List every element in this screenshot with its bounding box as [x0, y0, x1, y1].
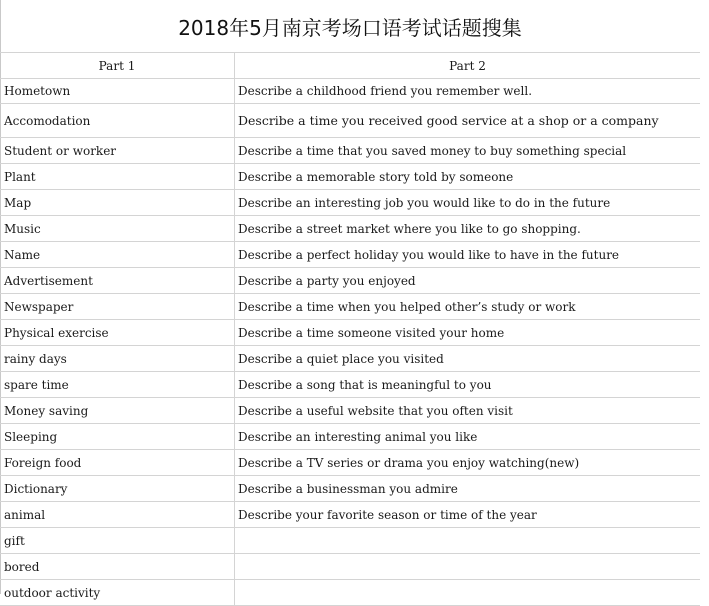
part2-cell[interactable]: Describe a memorable story told by someone: [238, 169, 514, 184]
table-row: [0, 424, 700, 450]
part2-cell[interactable]: Describe a businessman you admire: [238, 481, 458, 496]
table-row: [0, 138, 700, 164]
part1-cell[interactable]: Name: [0, 242, 235, 267]
part1-cell[interactable]: Advertisement: [0, 268, 235, 293]
table-row: [0, 164, 700, 190]
part1-cell[interactable]: animal: [0, 502, 235, 527]
table-row: [0, 268, 700, 294]
part2-cell[interactable]: Describe a TV series or drama you enjoy watching(new): [238, 455, 580, 470]
part1-cell[interactable]: Student or worker: [0, 138, 235, 163]
table-row: [0, 190, 700, 216]
part2-cell[interactable]: Describe a time someone visited your home: [238, 325, 505, 340]
part1-cell[interactable]: Map: [0, 190, 235, 215]
table-row: [0, 242, 700, 268]
table-row: [0, 554, 700, 580]
part2-cell[interactable]: Describe a perfect holiday you would like to have in the future: [238, 247, 620, 262]
table-row: [0, 346, 700, 372]
table-row: [0, 216, 700, 242]
table-row: [0, 104, 700, 138]
part1-cell[interactable]: bored: [0, 554, 235, 579]
part2-cell[interactable]: Describe a street market where you like to go shopping.: [238, 221, 581, 236]
part1-cell[interactable]: Sleeping: [0, 424, 235, 449]
part1-cell[interactable]: Hometown: [0, 79, 235, 103]
part1-cell[interactable]: spare time: [0, 372, 235, 397]
part1-cell[interactable]: Newspaper: [0, 294, 235, 319]
part2-cell[interactable]: Describe a song that is meaningful to you: [238, 377, 492, 392]
part1-cell[interactable]: outdoor activity: [0, 580, 235, 605]
table-row: [0, 528, 700, 554]
table-header-row: [0, 53, 700, 79]
column-header-part1[interactable]: Part 1: [0, 53, 235, 78]
table-row: [0, 398, 700, 424]
table-row: [0, 580, 700, 606]
part1-cell[interactable]: Foreign food: [0, 450, 235, 475]
part2-cell[interactable]: Describe your favorite season or time of the year: [238, 507, 537, 522]
part2-cell[interactable]: Describe a time that you saved money to buy something special: [238, 143, 627, 158]
table-row: [0, 294, 700, 320]
table-row: [0, 476, 700, 502]
part1-cell[interactable]: Money saving: [0, 398, 235, 423]
part2-cell[interactable]: Describe a party you enjoyed: [238, 273, 416, 288]
part2-cell[interactable]: Describe an interesting job you would like to do in the future: [238, 195, 611, 210]
part2-cell[interactable]: Describe a quiet place you visited: [238, 351, 444, 366]
part2-cell[interactable]: [235, 554, 700, 579]
part2-cell[interactable]: [235, 528, 700, 553]
part2-cell[interactable]: Describe a childhood friend you remember well.: [238, 84, 533, 98]
part2-cell[interactable]: [235, 580, 700, 605]
part1-cell[interactable]: Accomodation: [0, 104, 235, 137]
table-row: [0, 372, 700, 398]
table-row: [0, 450, 700, 476]
topics-table: [0, 52, 700, 606]
part2-cell[interactable]: Describe a time when you helped other’s study or work: [238, 299, 576, 314]
part1-cell[interactable]: gift: [0, 528, 235, 553]
part1-cell[interactable]: Music: [0, 216, 235, 241]
part1-cell[interactable]: rainy days: [0, 346, 235, 371]
part2-cell[interactable]: Describe a time you received good service at a shop or a company: [238, 113, 659, 128]
part1-cell[interactable]: Dictionary: [0, 476, 235, 501]
part1-cell[interactable]: Physical exercise: [0, 320, 235, 345]
column-header-part2[interactable]: Part 2: [449, 58, 486, 73]
table-row: [0, 79, 700, 104]
page-title: 2018年5月南京考场口语考试话题搜集: [178, 15, 522, 40]
table-row: [0, 320, 700, 346]
table-row: [0, 502, 700, 528]
part1-cell[interactable]: Plant: [0, 164, 235, 189]
part2-cell[interactable]: Describe an interesting animal you like: [238, 429, 478, 444]
part2-cell[interactable]: Describe a useful website that you often visit: [238, 403, 513, 418]
